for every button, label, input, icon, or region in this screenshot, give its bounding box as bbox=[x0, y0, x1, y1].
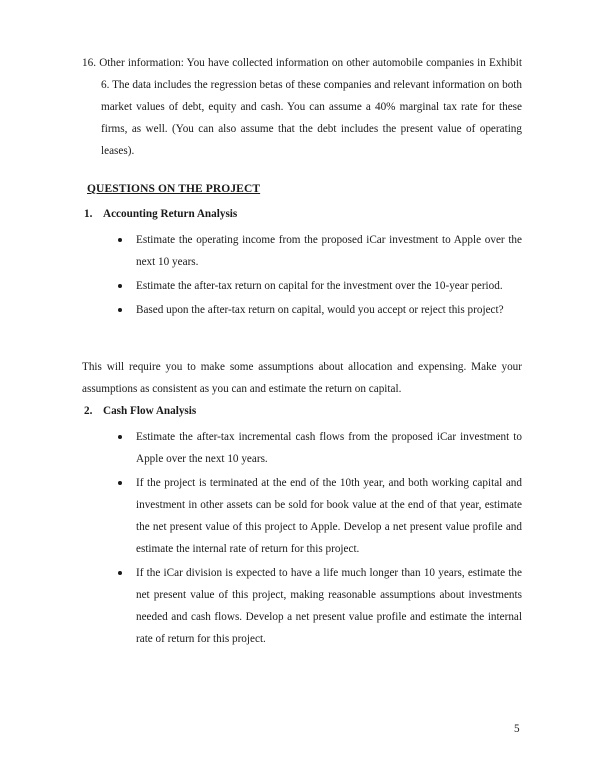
bullet-text: If the project is terminated at the end of the 10th year, and both working capital and investment in other assets can be sold for book value at the end of that year, estimate the net present value of this project to Apple. Develop a net present value profile and estimate the internal rate of return for this project. bbox=[136, 477, 522, 555]
section-2-label: Cash Flow Analysis bbox=[103, 405, 197, 417]
bullet-text: Estimate the operating income from the proposed iCar investment to Apple over the next 10 years. bbox=[136, 234, 522, 268]
bullet-text: Estimate the after-tax incremental cash flows from the proposed iCar investment to Apple over the next 10 years. bbox=[136, 431, 522, 465]
bullet-text: If the iCar division is expected to have a life much longer than 10 years, estimate the net present value of this project, making reasonable assumptions about investments needed and cash flows. Develop a net present value profile and estimate the internal rate of return for this project. bbox=[136, 567, 522, 645]
list-item bbox=[118, 562, 522, 650]
bullet-icon bbox=[118, 238, 122, 242]
bullet-icon bbox=[118, 435, 122, 439]
section-1-title bbox=[84, 208, 237, 220]
section-1-note: This will require you to make some assumptions about allocation and expensing. Make your assumptions as consistent as you can and estimate the return on capital. bbox=[82, 361, 522, 395]
list-item bbox=[118, 299, 522, 321]
list-item bbox=[118, 472, 522, 560]
list-item bbox=[118, 426, 522, 470]
item-16-number: 16. bbox=[82, 57, 96, 69]
item-16-paragraph bbox=[82, 52, 522, 162]
list-item bbox=[118, 229, 522, 273]
page-number: 5 bbox=[514, 723, 520, 735]
item-16-text: Other information: You have collected information on other automobile companies in Exhibit 6. The data includes the regression betas of these companies and relevant information on both market values of debt, equity and cash. You can assume a 40% marginal tax rate for these firms, as well. (You can also assume that the debt includes the present value of operating leases). bbox=[99, 57, 522, 157]
bullet-text: Estimate the after-tax return on capital for the investment over the 10-year period. bbox=[136, 280, 503, 292]
item-16 bbox=[82, 52, 522, 162]
section-1-label: Accounting Return Analysis bbox=[103, 208, 238, 220]
section-1-bullets bbox=[118, 229, 522, 323]
list-item bbox=[118, 275, 522, 297]
bullet-icon bbox=[118, 571, 122, 575]
section-1-number: 1. bbox=[84, 208, 93, 220]
bullet-text: Based upon the after-tax return on capital, would you accept or reject this project? bbox=[136, 304, 504, 316]
section-2-title bbox=[84, 405, 196, 417]
section-2-number: 2. bbox=[84, 405, 93, 417]
section-2-bullets bbox=[118, 426, 522, 652]
questions-heading: QUESTIONS ON THE PROJECT bbox=[87, 183, 261, 195]
bullet-icon bbox=[118, 308, 122, 312]
bullet-icon bbox=[118, 284, 122, 288]
bullet-icon bbox=[118, 481, 122, 485]
